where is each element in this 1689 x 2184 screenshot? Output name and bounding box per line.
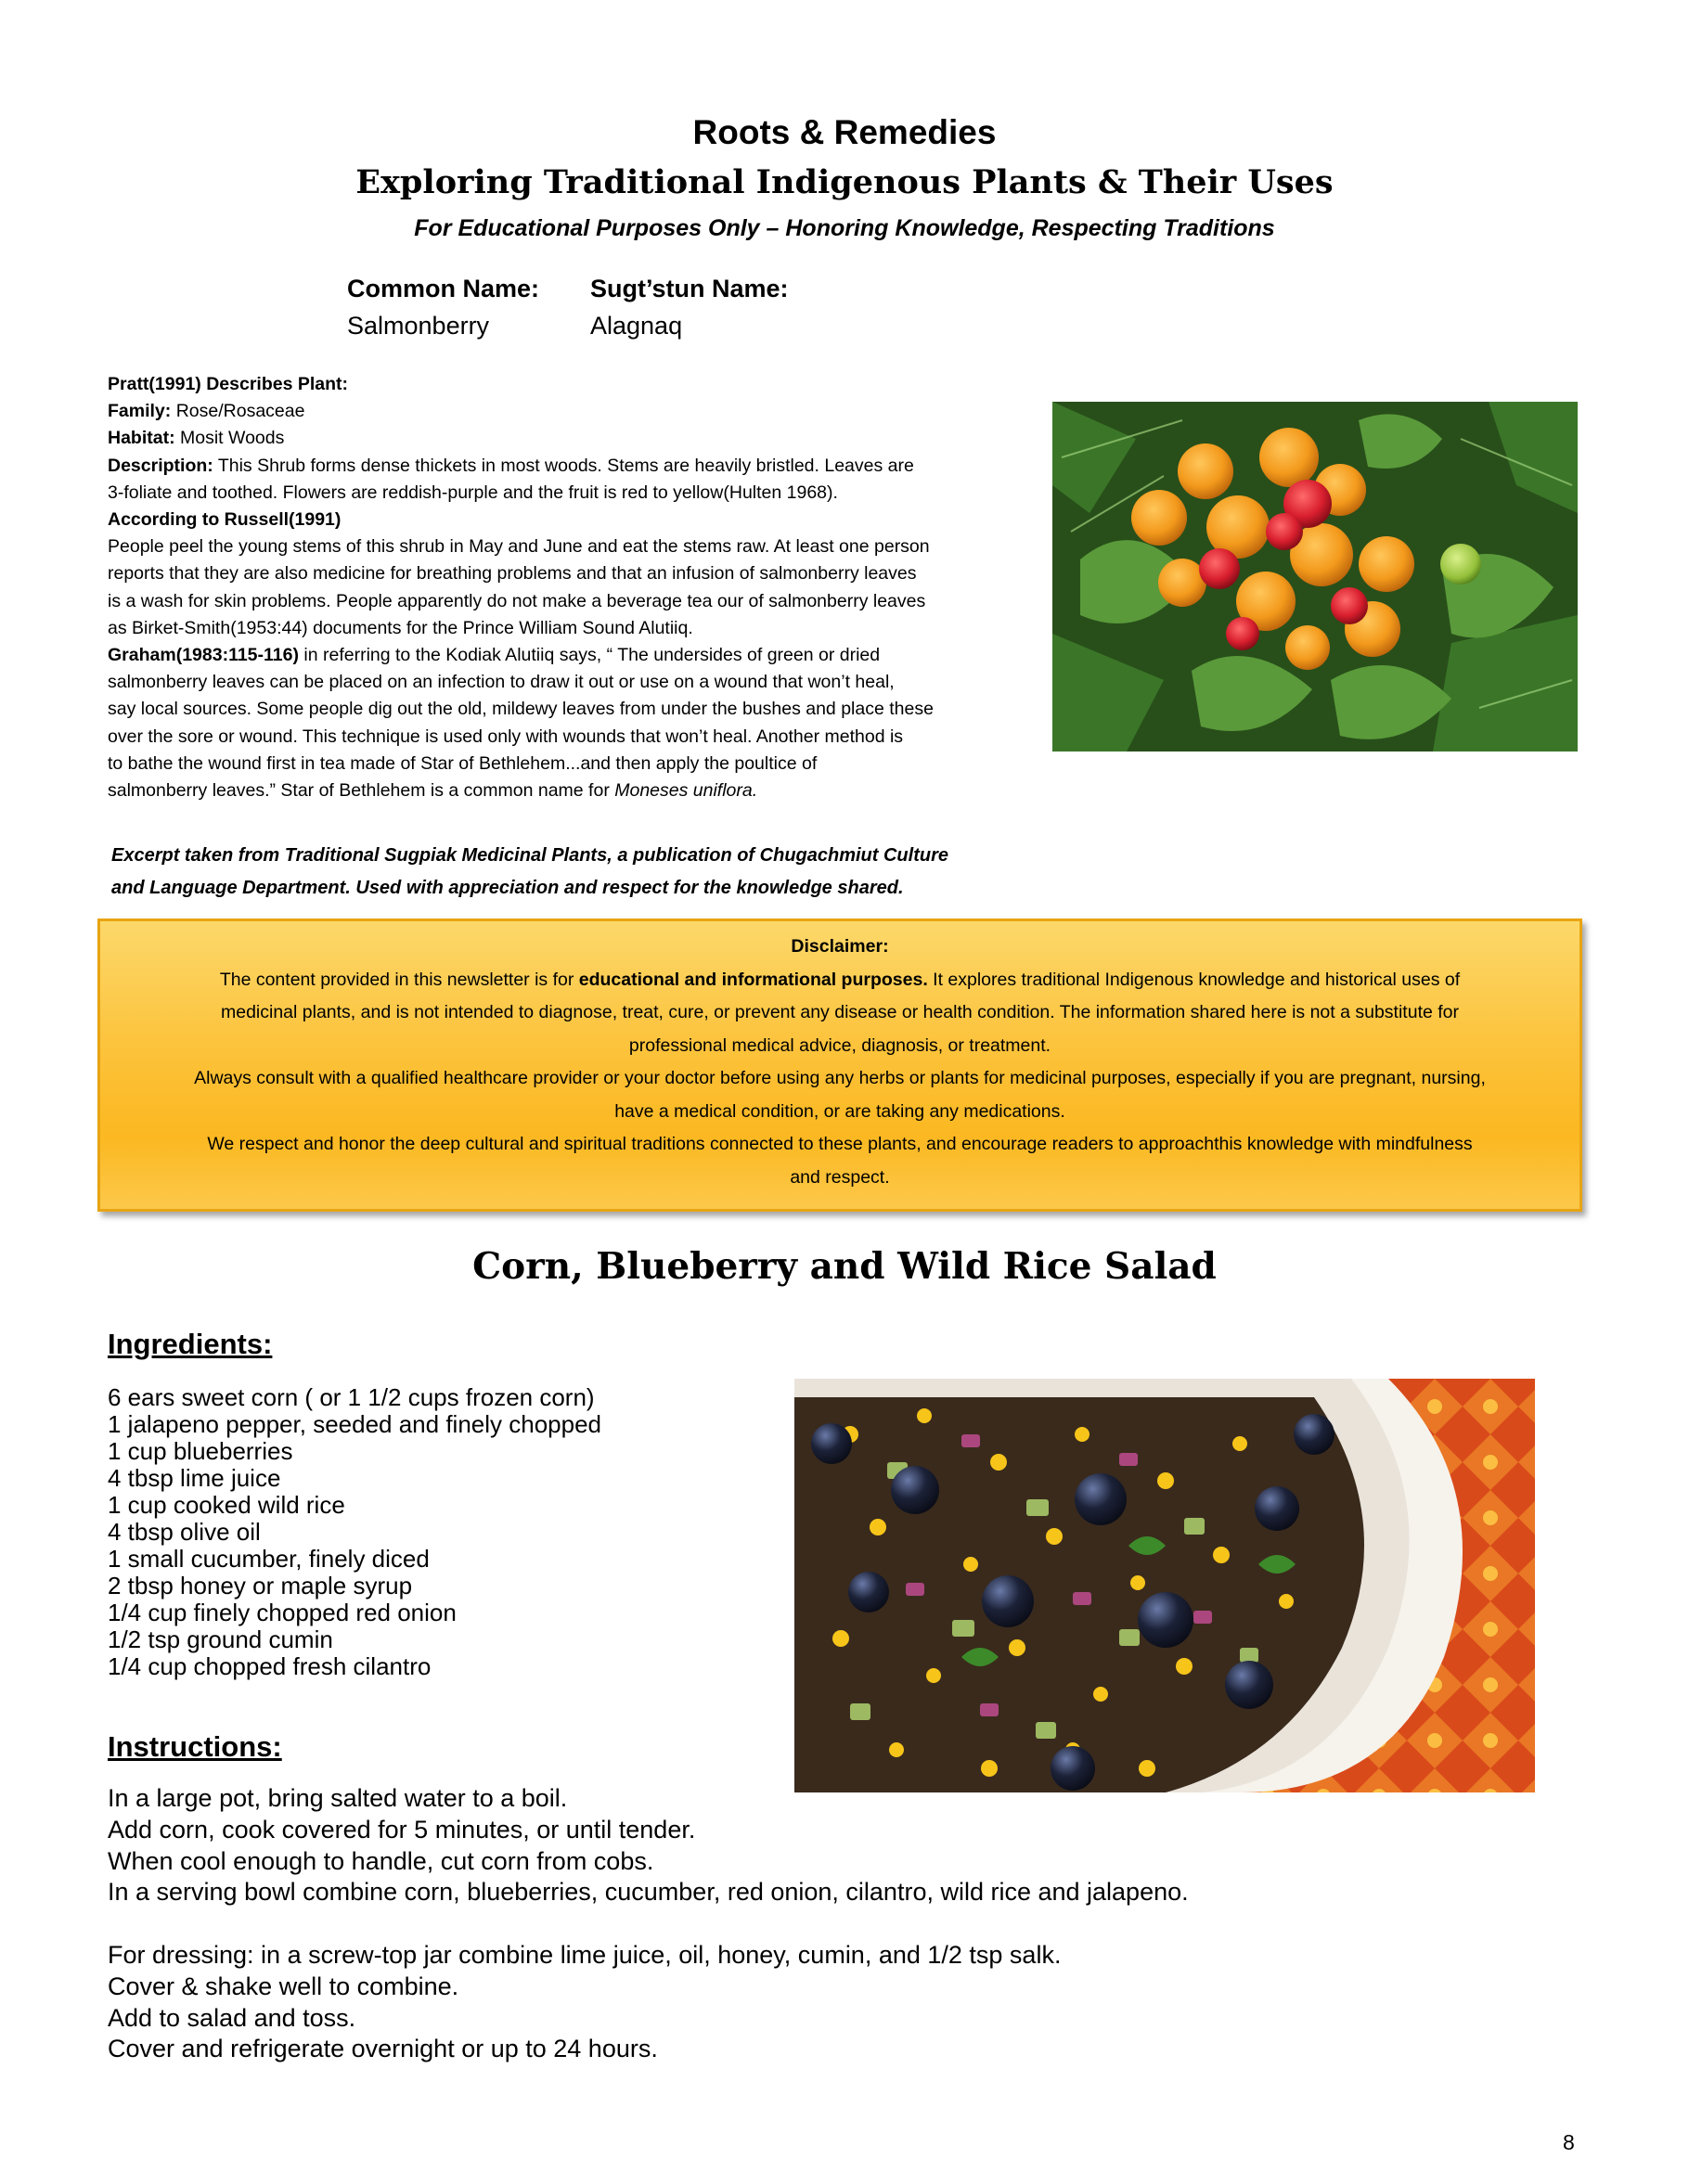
russell-text: People peel the young stems of this shrub in May and June and eat the stems raw. At least one person <box>108 536 930 558</box>
disclaimer-text: Always consult with a qualified healthcare provider or your doctor before using any herbs or plants for medicinal purposes, especially if you are pregnant, nursing, <box>194 1068 1486 1088</box>
disclaimer-text: and respect. <box>790 1166 890 1188</box>
salad-photo <box>794 1379 1535 1792</box>
common-name-label: Common Name: <box>347 275 540 302</box>
describes-heading: Pratt(1991) Describes Plant: <box>108 374 349 394</box>
description-label: Description: <box>108 455 213 476</box>
list-item: 1 jalapeno pepper, seeded and finely chopped <box>108 1410 601 1438</box>
disclaimer-heading: Disclaimer: <box>791 936 889 957</box>
list-item: In a large pot, bring salted water to a boil. <box>108 1784 568 1812</box>
graham-text: salmonberry leaves.” Star of Bethlehem is a common name for <box>108 780 615 802</box>
page-title: Roots & Remedies <box>692 113 997 151</box>
list-item: 1 cup blueberries <box>108 1437 293 1465</box>
russell-text: is a wash for skin problems. People apparently do not make a beverage tea our of salmonberry leaves <box>108 590 926 611</box>
list-item: Cover & shake well to combine. <box>108 1972 459 2000</box>
description-text: This Shrub forms dense thickets in most woods. Stems are heavily bristled. Leaves are <box>213 455 914 476</box>
habitat-label: Habitat: <box>108 428 175 449</box>
disclaimer-text: We respect and honor the deep cultural and spiritual traditions connected to these plants, and encourage readers to approachthis knowledge with mindfulness <box>207 1134 1473 1154</box>
recipe-title: Corn, Blueberry and Wild Rice Salad <box>472 1245 1217 1288</box>
list-item: 4 tbsp lime juice <box>108 1464 281 1492</box>
list-item <box>108 1908 1189 1940</box>
graham-text: in referring to the Kodiak Alutiiq says, “ The undersides of green or dried <box>298 645 881 666</box>
list-item: Add corn, cook covered for 5 minutes, or until tender. <box>108 1815 696 1844</box>
disclaimer-text: The content provided in this newsletter is for <box>219 969 579 990</box>
graham-text: to bathe the wound first in tea made of Star of Bethlehem...and then apply the poultice of <box>108 752 818 774</box>
page-number: 8 <box>1563 2130 1575 2154</box>
graham-text: salmonberry leaves can be placed on an infection to draw it out or use on a wound that won’t heal, <box>108 672 895 693</box>
list-item: 2 tbsp honey or maple syrup <box>108 1572 413 1599</box>
list-item: 4 tbsp olive oil <box>108 1518 261 1546</box>
list-item: 1 cup cooked wild rice <box>108 1491 345 1519</box>
list-item: For dressing: in a screw-top jar combine lime juice, oil, honey, cumin, and 1/2 tsp salk. <box>108 1940 1062 1969</box>
disclaimer-text: professional medical advice, diagnosis, or treatment. <box>628 1034 1051 1056</box>
page-tagline: For Educational Purposes Only – Honoring Knowledge, Respecting Traditions <box>414 215 1275 241</box>
plant-description <box>108 371 1026 804</box>
disclaimer-text: It explores traditional Indigenous knowledge and historical uses of <box>927 969 1461 990</box>
graham-text: over the sore or wound. This technique is used only with wounds that won’t heal. Another method is <box>108 726 904 747</box>
species-name: Moneses uniflora. <box>614 780 758 802</box>
ingredients-list <box>108 1384 601 1680</box>
page-subtitle: Exploring Traditional Indigenous Plants & Their Uses <box>355 163 1334 201</box>
list-item: 1 small cucumber, finely diced <box>108 1545 430 1573</box>
family-label: Family: <box>108 401 172 422</box>
russell-heading: According to Russell(1991) <box>108 509 342 531</box>
list-item: In a serving bowl combine corn, blueberries, cucumber, red onion, cilantro, wild rice and jalapeno. <box>108 1878 1189 1907</box>
sugtstun-name-value: Alagnaq <box>590 312 683 340</box>
excerpt-note <box>111 840 1039 905</box>
list-item: When cool enough to handle, cut corn from cobs. <box>108 1846 654 1875</box>
instructions-list <box>108 1783 1189 2065</box>
list-item: 1/4 cup chopped fresh cilantro <box>108 1652 432 1680</box>
russell-text: as Birket-Smith(1953:44) documents for the Prince William Sound Alutiiq. <box>108 617 693 638</box>
family-value: Rose/Rosaceae <box>171 401 305 422</box>
list-item: 1/4 cup finely chopped red onion <box>108 1599 457 1626</box>
disclaimer-box <box>97 919 1582 1212</box>
excerpt-line: Excerpt taken from Traditional Sugpiak Medicinal Plants, a publication of Chugachmiut Culture <box>111 845 948 866</box>
common-name-value: Salmonberry <box>347 312 490 340</box>
list-item: Cover and refrigerate overnight or up to 24 hours. <box>108 2035 658 2063</box>
list-item: 6 ears sweet corn ( or 1 1/2 cups frozen corn) <box>108 1383 595 1411</box>
disclaimer-text: have a medical condition, or are taking any medications. <box>614 1100 1065 1122</box>
habitat-value: Mosit Woods <box>174 428 285 449</box>
ingredients-heading: Ingredients: <box>108 1328 273 1360</box>
description-text: 3-foliate and toothed. Flowers are reddish-purple and the fruit is red to yellow(Hulten 1968). <box>108 482 838 503</box>
list-item: Add to salad and toss. <box>108 2003 356 2032</box>
sugtstun-name-label: Sugt’stun Name: <box>590 275 789 302</box>
disclaimer-emphasis: educational and informational purposes. <box>578 969 928 990</box>
excerpt-line: and Language Department. Used with appreciation and respect for the knowledge shared. <box>111 878 904 898</box>
graham-label: Graham(1983:115-116) <box>108 645 299 666</box>
list-item: 1/2 tsp ground cumin <box>108 1625 333 1653</box>
graham-text: say local sources. Some people dig out the old, mildewy leaves from under the bushes and place these <box>108 699 934 720</box>
instructions-heading: Instructions: <box>108 1730 282 1763</box>
russell-text: reports that they are also medicine for breathing problems and that an infusion of salmonberry leaves <box>108 563 917 585</box>
salmonberry-photo <box>1052 402 1578 752</box>
disclaimer-text: medicinal plants, and is not intended to diagnose, treat, cure, or prevent any disease or health condition. The information shared here is not a substitute for <box>220 1002 1460 1022</box>
